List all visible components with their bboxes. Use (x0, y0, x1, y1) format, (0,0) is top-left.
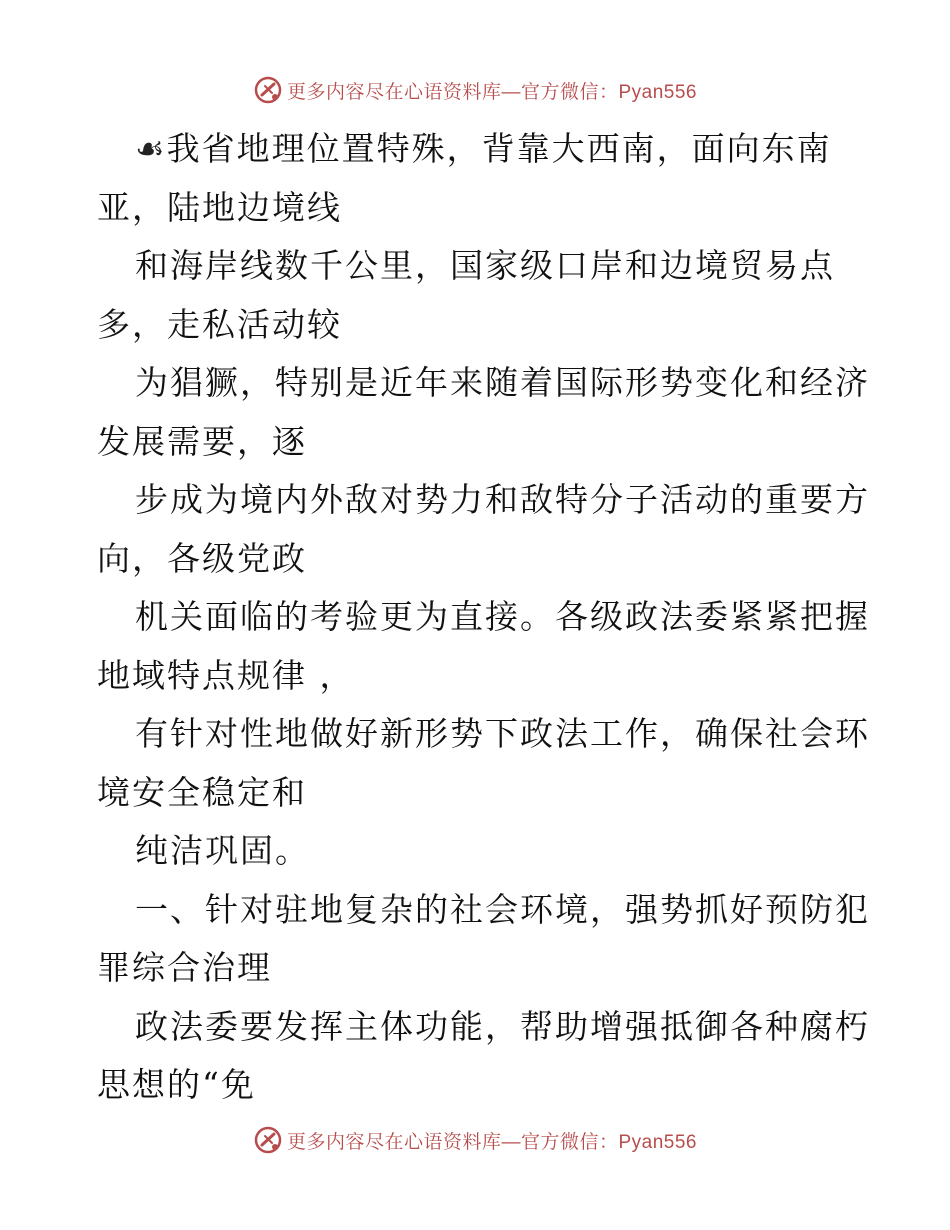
header-watermark-banner (0, 75, 950, 105)
body-text (97, 120, 870, 1115)
text-line: 思想的“免 (97, 1065, 256, 1104)
text-line: 步成为境内外敌对势力和敌特分子活动的重要方 (135, 480, 870, 519)
text-line: 机关面临的考验更为直接。各级政法委紧紧把握 (135, 597, 870, 636)
text-line: 境安全稳定和 (97, 772, 307, 812)
text-line: 地域特点规律 ， (97, 655, 355, 695)
text-line: 亚，陆地边境线 (97, 187, 342, 227)
floral-bullet-icon: ☙ (135, 129, 167, 168)
header-watermark-text: 更多内容尽在心语资料库—官方微信：Pyan556 (286, 81, 697, 103)
text-line: 有针对性地做好新形势下政法工作，确保社会环 (135, 714, 870, 753)
text-line: 一、针对驻地复杂的社会环境，强势抓好预防犯 (135, 889, 870, 929)
text-line: 和海岸线数千公里，国家级口岸和边境贸易点 (135, 246, 835, 285)
text-line: 向，各级党政 (97, 538, 307, 578)
text-line-content: 我省地理位置特殊，背靠大西南，面向东南 (166, 129, 832, 168)
text-line: 罪综合治理 (97, 948, 272, 987)
logo-icon (253, 75, 283, 105)
footer-watermark-banner (0, 1125, 950, 1155)
text-line: 政法委要发挥主体功能，帮助增强抵御各种腐朽 (135, 1006, 870, 1046)
text-line (97, 120, 857, 179)
text-line: 多，走私活动较 (97, 304, 342, 344)
footer-watermark-text: 更多内容尽在心语资料库—官方微信：Pyan556 (286, 1131, 697, 1153)
logo-icon (253, 1125, 283, 1155)
text-line: 为猖獗，特别是近年来随着国际形势变化和经济 (135, 363, 870, 402)
text-line: 发展需要，逐 (97, 421, 307, 461)
text-line: 纯洁巩固。 (135, 831, 310, 870)
